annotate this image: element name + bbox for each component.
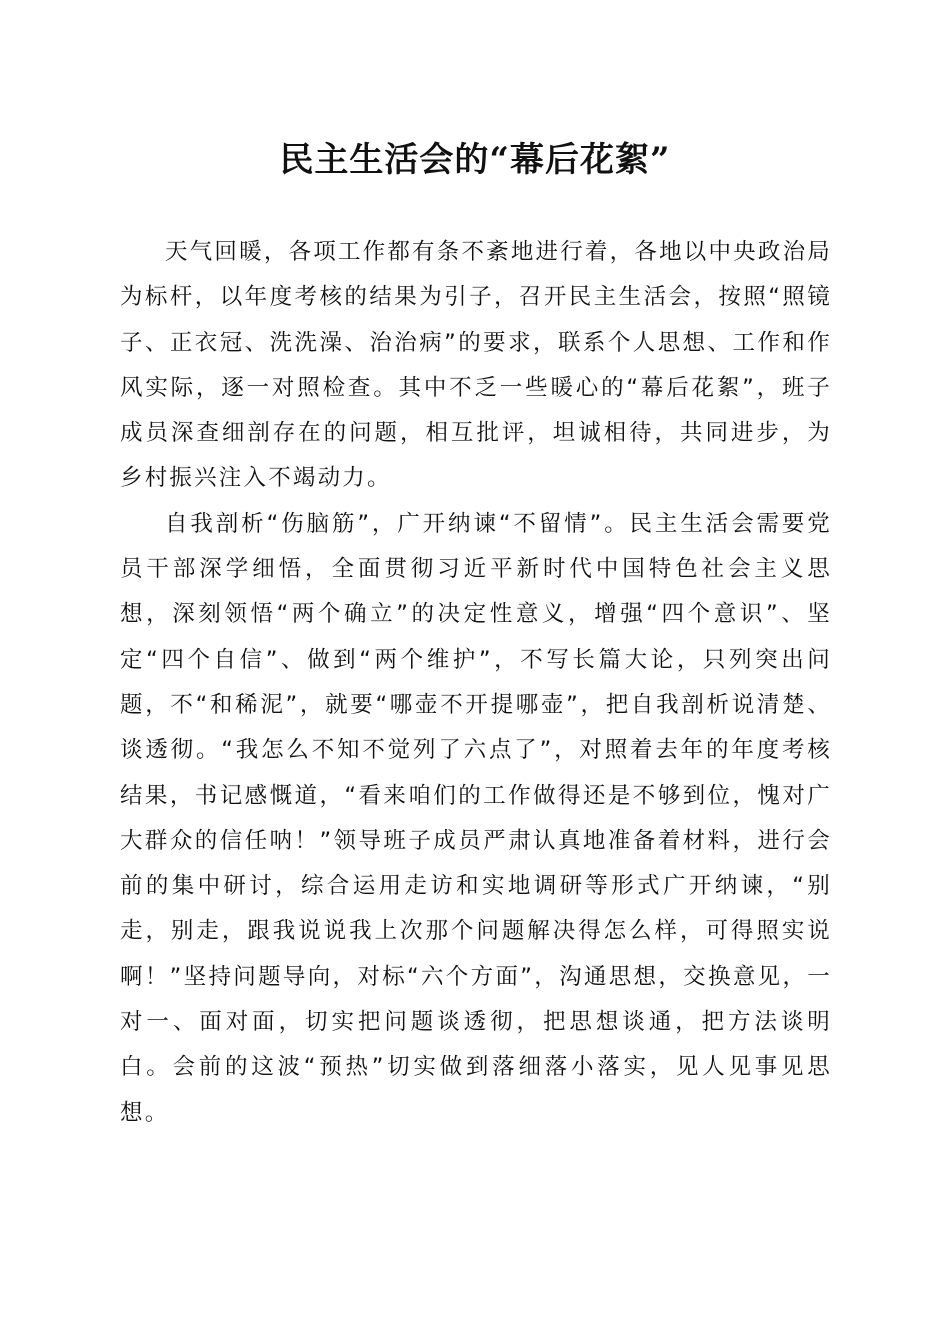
document-title: 民主生活会的“幕后花絮” xyxy=(279,140,671,180)
paragraph-intro: 天气回暖，各项工作都有条不紊地进行着，各地以中央政治局为标杆，以年度考核的结果为引子，召开民主生活会，按照“照镜子、正衣冠、洗洗澡、治治病”的要求，联系个人思想、工作和作风实际，逐一对照检查。其中不乏一些暖心的“幕后花絮”，班子成员深查细剖存在的问题，相互批评，坦诚相待，共同进步，为乡村振兴注入不竭动力。 xyxy=(120,239,832,492)
document-body xyxy=(120,230,832,1136)
paragraph-self-analysis: 自我剖析“伤脑筋”，广开纳谏“不留情”。民主生活会需要党员干部深学细悟，全面贯彻习近平新时代中国特色社会主义思想，深刻领悟“两个确立”的决定性意义，增强“四个意识”、坚定“四个自信”、做到“两个维护”，不写长篇大论，只列突出问题，不“和稀泥”，就要“哪壶不开提哪壶”，把自我剖析说清楚、谈透彻。“我怎么不知不觉列了六点了”，对照着去年的年度考核结果，书记感慨道，“看来咱们的工作做得还是不够到位，愧对广大群众的信任呐！”领导班子成员严肃认真地准备着材料，进行会前的集中研讨，综合运用走访和实地调研等形式广开纳谏，“别走，别走，跟我说说我上次那个问题解决得怎么样，可得照实说啊！”坚持问题导向，对标“六个方面”，沟通思想，交换意见，一对一、面对面，切实把问题谈透彻，把思想谈通，把方法谈明白。会前的这波“预热”切实做到落细落小落实，见人见事见思想。 xyxy=(120,510,832,1126)
